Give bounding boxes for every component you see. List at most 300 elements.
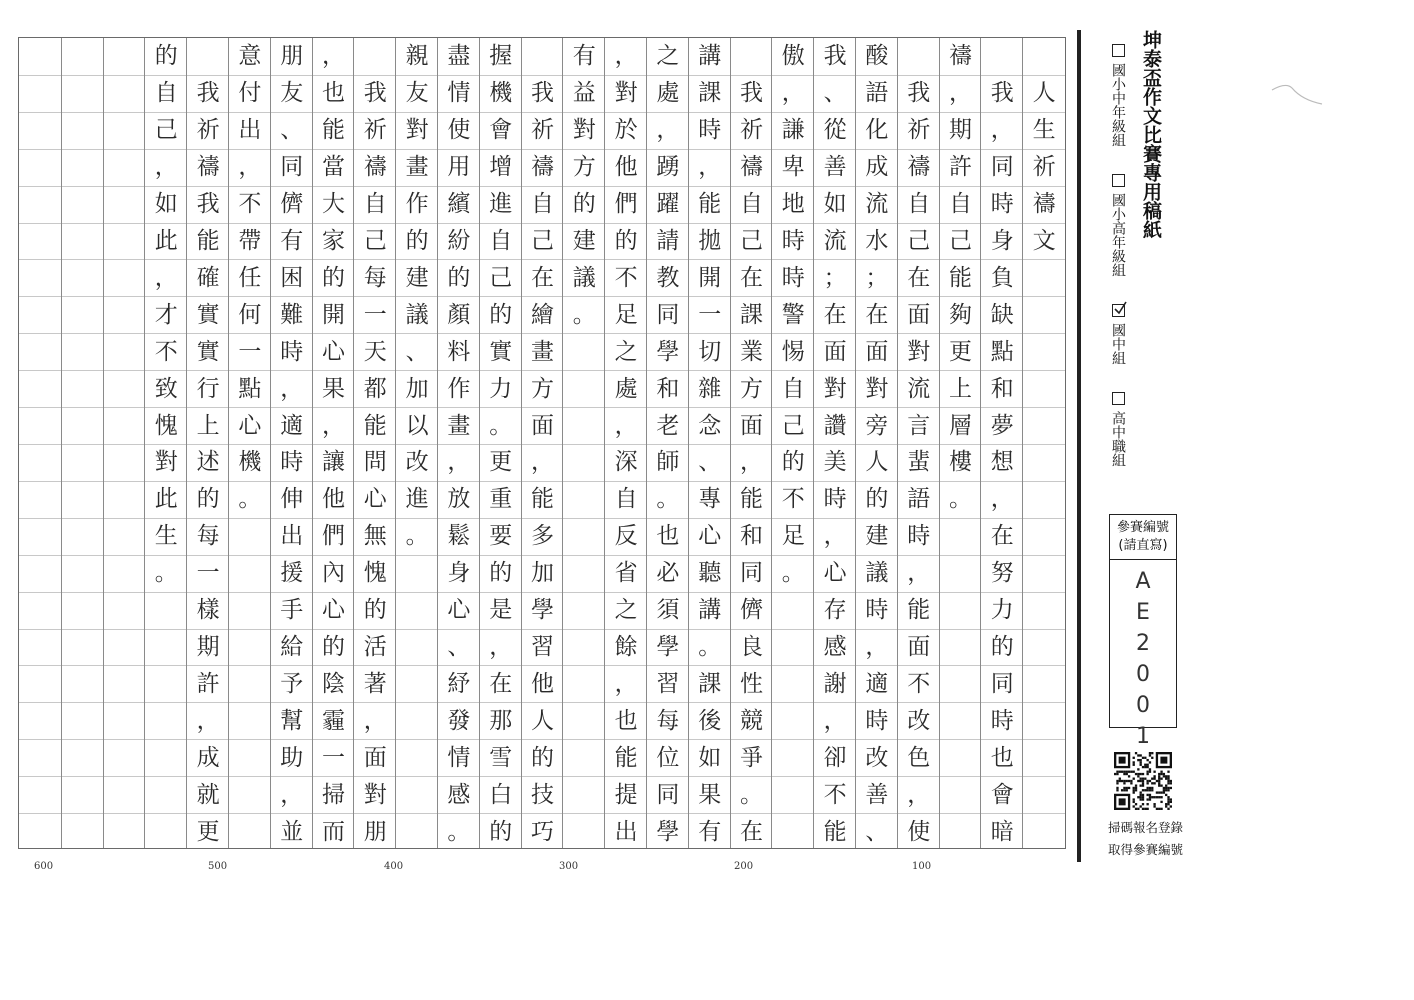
grid-cell: 自: [898, 186, 940, 223]
grid-cell: 謙: [772, 112, 814, 149]
grid-cell: [1023, 370, 1065, 407]
grid-cell: [104, 592, 146, 629]
grid-cell: 的: [354, 592, 396, 629]
grid-cell: 友: [271, 75, 313, 112]
grid-column: [939, 38, 982, 848]
grid-cell: [522, 38, 564, 75]
grid-cell: ，: [647, 112, 689, 149]
grid-cell: 良: [731, 629, 773, 666]
grid-cell: ，: [940, 75, 982, 112]
grid-cell: [563, 481, 605, 518]
grid-cell: [19, 592, 61, 629]
grid-cell: [104, 296, 146, 333]
grid-cell: 放: [438, 481, 480, 518]
grid-cell: 足: [772, 518, 814, 555]
grid-cell: 祈: [898, 112, 940, 149]
grid-cell: 改: [396, 444, 438, 481]
grid-cell: 面: [522, 407, 564, 444]
grid-cell: [145, 702, 187, 739]
grid-cell: 聽: [689, 555, 731, 592]
grid-cell: [62, 112, 104, 149]
grid-cell: ，: [814, 702, 856, 739]
grid-cell: 祈: [187, 112, 229, 149]
grid-cell: 善: [856, 776, 898, 813]
grid-cell: 心: [689, 518, 731, 555]
grid-cell: 述: [187, 444, 229, 481]
grid-cell: ，: [354, 702, 396, 739]
grid-cell: 成: [187, 739, 229, 776]
grid-cell: [19, 555, 61, 592]
grid-cell: ，: [981, 481, 1023, 518]
grid-cell: 時: [856, 702, 898, 739]
grid-cell: 負: [981, 259, 1023, 296]
grid-cell: [898, 38, 940, 75]
grid-cell: 也: [647, 518, 689, 555]
grid-cell: 更: [187, 813, 229, 850]
grid-cell: ，: [614, 42, 638, 69]
category-option-junior-primary[interactable]: [1108, 44, 1128, 147]
grid-cell: [19, 149, 61, 186]
grid-cell: 禱: [522, 149, 564, 186]
grid-cell: [104, 702, 146, 739]
grid-cell: 如: [689, 739, 731, 776]
grid-cell: 暗: [981, 813, 1023, 850]
grid-cell: 會: [981, 776, 1023, 813]
grid-cell: 助: [271, 739, 313, 776]
grid-cell: 我: [981, 75, 1023, 112]
entry-char: A: [1135, 569, 1151, 594]
grid-cell: 更: [480, 444, 522, 481]
grid-cell: ，: [731, 444, 773, 481]
grid-cell: 己: [354, 223, 396, 260]
scale-mark: 500: [208, 861, 228, 872]
grid-cell: 的: [856, 481, 898, 518]
grid-column: [730, 38, 773, 848]
category-option-senior-primary[interactable]: [1108, 174, 1128, 277]
grid-cell: 在: [522, 259, 564, 296]
grid-cell: 不: [605, 259, 647, 296]
grid-column: [228, 38, 271, 848]
grid-cell: [354, 38, 396, 75]
grid-cell: 旁: [856, 407, 898, 444]
grid-cell: 心: [814, 555, 856, 592]
grid-cell: 卻: [814, 739, 856, 776]
grid-cell: [396, 629, 438, 666]
grid-cell: 就: [187, 776, 229, 813]
grid-cell: 感: [438, 776, 480, 813]
grid-cell: 不: [898, 665, 940, 702]
grid-cell: 禱: [898, 149, 940, 186]
grid-cell: ，: [438, 444, 480, 481]
entry-char: E: [1136, 600, 1150, 625]
grid-cell: 實: [187, 296, 229, 333]
grid-cell: 一: [689, 296, 731, 333]
grid-cell: 友: [396, 75, 438, 112]
grid-cell: 時: [271, 444, 313, 481]
grid-cell: 同: [981, 149, 1023, 186]
grid-cell: 面: [856, 333, 898, 370]
grid-cell: ，: [321, 42, 345, 69]
grid-cell: 一: [229, 333, 271, 370]
grid-cell: [19, 518, 61, 555]
grid-cell: 議: [396, 296, 438, 333]
grid-cell: 方: [522, 370, 564, 407]
entry-char: 0: [1136, 693, 1150, 718]
grid-cell: [563, 407, 605, 444]
qr-code-icon[interactable]: [1114, 752, 1172, 810]
grid-cell: 後: [689, 702, 731, 739]
grid-cell: 此: [145, 223, 187, 260]
grid-cell: 能: [354, 407, 396, 444]
grid-cell: 己: [522, 223, 564, 260]
grid-column: [855, 38, 898, 848]
scale-mark: 600: [34, 861, 54, 872]
grid-cell: 期: [940, 112, 982, 149]
grid-cell: 在: [898, 259, 940, 296]
grid-cell: 也: [981, 739, 1023, 776]
grid-cell: [62, 444, 104, 481]
grid-cell: 改: [856, 739, 898, 776]
pen-stroke-icon: [1268, 82, 1328, 112]
grid-cell: 對: [605, 75, 647, 112]
grid-cell: 自: [731, 186, 773, 223]
grid-cell: 紛: [438, 223, 480, 260]
grid-cell: 餘: [605, 629, 647, 666]
grid-cell: ，: [689, 149, 731, 186]
grid-cell: 們: [605, 186, 647, 223]
grid-cell: 能: [313, 112, 355, 149]
grid-cell: 的: [563, 186, 605, 223]
grid-cell: [104, 444, 146, 481]
grid-cell: ，: [605, 665, 647, 702]
grid-cell: 一: [187, 555, 229, 592]
grid-cell: 情: [438, 75, 480, 112]
grid-cell: [396, 702, 438, 739]
grid-cell: [62, 38, 104, 75]
grid-cell: [104, 149, 146, 186]
grid-cell: 不: [814, 776, 856, 813]
grid-cell: 困: [271, 259, 313, 296]
grid-cell: [1023, 629, 1065, 666]
grid-cell: [1023, 444, 1065, 481]
grid-cell: 講: [689, 592, 731, 629]
grid-cell: 謝: [814, 665, 856, 702]
grid-cell: 位: [647, 739, 689, 776]
grid-cell: 給: [271, 629, 313, 666]
grid-cell: 夢: [981, 407, 1023, 444]
grid-cell: [1023, 296, 1065, 333]
grid-cell: 人: [522, 702, 564, 739]
grid-cell: 美: [814, 444, 856, 481]
grid-cell: 親: [405, 42, 429, 69]
grid-cell: 而: [313, 813, 355, 850]
grid-cell: 上: [940, 370, 982, 407]
grid-cell: 開: [689, 259, 731, 296]
grid-cell: 生: [145, 518, 187, 555]
category-option-junior-high[interactable]: [1108, 304, 1128, 365]
grid-cell: 並: [271, 813, 313, 850]
grid-cell: 出: [229, 112, 271, 149]
grid-column: [897, 38, 940, 848]
grid-cell: [104, 407, 146, 444]
grid-cell: ，: [856, 629, 898, 666]
grid-cell: 適: [856, 665, 898, 702]
grid-cell: 、: [689, 444, 731, 481]
grid-cell: [563, 629, 605, 666]
grid-cell: 從: [814, 112, 856, 149]
grid-cell: [772, 665, 814, 702]
grid-cell: [19, 75, 61, 112]
grid-cell: 對: [145, 444, 187, 481]
grid-cell: 惕: [772, 333, 814, 370]
grid-cell: 他: [605, 149, 647, 186]
grid-cell: 競: [731, 702, 773, 739]
grid-cell: 料: [438, 333, 480, 370]
grid-cell: [772, 813, 814, 850]
grid-cell: 才: [145, 296, 187, 333]
checkbox[interactable]: [1112, 174, 1125, 187]
scale-mark: 100: [912, 861, 932, 872]
grid-cell: [940, 813, 982, 850]
checkbox[interactable]: [1112, 44, 1125, 57]
grid-cell: 師: [647, 444, 689, 481]
grid-cell: [563, 444, 605, 481]
entry-number-label: 參賽編號 (請直寫): [1110, 515, 1176, 560]
grid-cell: 時: [772, 223, 814, 260]
grid-column: [437, 38, 480, 848]
grid-column: [312, 38, 355, 848]
grid-cell: [19, 370, 61, 407]
checkbox[interactable]: [1112, 392, 1125, 405]
grid-cell: [104, 629, 146, 666]
checkbox-checked[interactable]: [1112, 304, 1125, 317]
grid-cell: 致: [145, 370, 187, 407]
grid-cell: [104, 665, 146, 702]
grid-cell: 發: [438, 702, 480, 739]
grid-cell: 一: [313, 739, 355, 776]
grid-cell: 專: [689, 481, 731, 518]
grid-cell: 是: [480, 592, 522, 629]
category-option-senior-high[interactable]: [1108, 392, 1128, 467]
grid-cell: 不: [229, 186, 271, 223]
grid-cell: 如: [814, 186, 856, 223]
grid-cell: 我: [187, 75, 229, 112]
grid-cell: 有: [271, 223, 313, 260]
grid-cell: ；: [814, 259, 856, 296]
grid-cell: [396, 813, 438, 850]
grid-cell: [731, 38, 773, 75]
grid-cell: [940, 776, 982, 813]
grid-column: [144, 38, 187, 848]
grid-cell: 付: [229, 75, 271, 112]
grid-cell: 我: [187, 186, 229, 223]
grid-cell: 手: [271, 592, 313, 629]
grid-cell: 在: [856, 296, 898, 333]
grid-cell: 當: [313, 149, 355, 186]
grid-cell: [1023, 259, 1065, 296]
grid-cell: 我: [731, 75, 773, 112]
grid-cell: [19, 776, 61, 813]
grid-cell: 人: [1023, 75, 1065, 112]
grid-cell: 心: [229, 407, 271, 444]
grid-cell: 蜚: [898, 444, 940, 481]
grid-cell: 流: [856, 186, 898, 223]
grid-column: [646, 38, 689, 848]
grid-cell: [229, 555, 271, 592]
grid-cell: [104, 776, 146, 813]
grid-cell: 流: [898, 370, 940, 407]
grid-cell: 同: [731, 555, 773, 592]
grid-cell: [104, 370, 146, 407]
grid-cell: 能: [898, 592, 940, 629]
grid-cell: 使: [438, 112, 480, 149]
grid-cell: 對: [354, 776, 396, 813]
grid-cell: 紓: [438, 665, 480, 702]
scale-mark: 300: [559, 861, 579, 872]
grid-cell: 無: [354, 518, 396, 555]
grid-cell: 祈: [354, 112, 396, 149]
grid-cell: [62, 481, 104, 518]
grid-cell: 流: [814, 223, 856, 260]
grid-cell: 盡: [447, 42, 471, 69]
grid-column: [604, 38, 647, 848]
grid-cell: 和: [731, 518, 773, 555]
grid-cell: 、: [814, 75, 856, 112]
grid-column: [813, 38, 856, 848]
grid-cell: 增: [480, 149, 522, 186]
grid-cell: 善: [814, 149, 856, 186]
grid-cell: 掃: [313, 776, 355, 813]
grid-cell: 禱: [1023, 186, 1065, 223]
grid-cell: 的: [605, 223, 647, 260]
grid-cell: [563, 592, 605, 629]
grid-cell: 能: [940, 259, 982, 296]
grid-cell: 果: [689, 776, 731, 813]
grid-cell: 同: [981, 665, 1023, 702]
grid-cell: 、: [856, 813, 898, 850]
grid-cell: 自: [605, 481, 647, 518]
grid-cell: 學: [522, 592, 564, 629]
form-title: 坤泰盃作文比賽專用稿紙: [1140, 30, 1162, 239]
grid-cell: [62, 186, 104, 223]
grid-cell: [104, 75, 146, 112]
grid-cell: 果: [313, 370, 355, 407]
grid-cell: [19, 702, 61, 739]
grid-cell: [19, 296, 61, 333]
grid-column: [688, 38, 731, 848]
entry-char: 1: [1136, 724, 1150, 749]
grid-cell: [940, 518, 982, 555]
grid-cell: [19, 112, 61, 149]
grid-cell: 己: [731, 223, 773, 260]
grid-cell: 的: [480, 296, 522, 333]
grid-cell: [104, 38, 146, 75]
check-mark-icon: [1113, 301, 1127, 315]
grid-cell: 時: [814, 481, 856, 518]
grid-cell: 的: [187, 481, 229, 518]
grid-column: [521, 38, 564, 848]
grid-cell: 時: [856, 592, 898, 629]
grid-cell: [62, 296, 104, 333]
grid-cell: 對: [814, 370, 856, 407]
grid-cell: 一: [354, 296, 396, 333]
grid-cell: 多: [522, 518, 564, 555]
grid-cell: 改: [898, 702, 940, 739]
grid-cell: [62, 370, 104, 407]
entry-number-value[interactable]: [1110, 560, 1176, 752]
grid-cell: 力: [480, 370, 522, 407]
grid-cell: 傲: [781, 42, 805, 69]
grid-cell: 他: [522, 665, 564, 702]
grid-cell: 面: [814, 333, 856, 370]
grid-cell: 不: [772, 481, 814, 518]
grid-cell: 和: [647, 370, 689, 407]
grid-cell: 努: [981, 555, 1023, 592]
grid-cell: 在: [814, 296, 856, 333]
grid-cell: 己: [480, 259, 522, 296]
grid-cell: 家: [313, 223, 355, 260]
grid-cell: 色: [898, 739, 940, 776]
grid-cell: [396, 555, 438, 592]
grid-cell: 教: [647, 259, 689, 296]
grid-cell: 有: [689, 813, 731, 850]
grid-cell: 時: [981, 702, 1023, 739]
grid-cell: 請: [647, 223, 689, 260]
grid-cell: 我: [898, 75, 940, 112]
grid-cell: 朋: [280, 42, 304, 69]
grid-column: [353, 38, 396, 848]
grid-cell: 天: [354, 333, 396, 370]
grid-cell: 我: [354, 75, 396, 112]
grid-cell: 開: [313, 296, 355, 333]
grid-cell: 。: [731, 776, 773, 813]
grid-cell: [396, 665, 438, 702]
grid-cell: [772, 739, 814, 776]
grid-cell: [1023, 665, 1065, 702]
grid-cell: 作: [396, 186, 438, 223]
grid-cell: 樓: [940, 444, 982, 481]
option-label: 國小高年級組: [1110, 193, 1126, 277]
option-label: 國小中年級組: [1110, 63, 1126, 147]
grid-cell: 自: [480, 223, 522, 260]
option-label: 高中職組: [1110, 411, 1126, 467]
grid-cell: 著: [354, 665, 396, 702]
grid-cell: 握: [489, 42, 513, 69]
grid-cell: 之: [605, 333, 647, 370]
grid-cell: 進: [480, 186, 522, 223]
grid-cell: 心: [313, 592, 355, 629]
grid-cell: 時: [772, 259, 814, 296]
grid-cell: 己: [772, 407, 814, 444]
grid-cell: [563, 665, 605, 702]
grid-cell: 面: [354, 739, 396, 776]
grid-cell: 須: [647, 592, 689, 629]
grid-cell: [62, 592, 104, 629]
grid-cell: 課: [689, 665, 731, 702]
grid-cell: 感: [814, 629, 856, 666]
grid-cell: 他: [313, 481, 355, 518]
grid-cell: 雪: [480, 739, 522, 776]
grid-cell: [62, 813, 104, 850]
grid-cell: [1023, 776, 1065, 813]
grid-cell: [563, 370, 605, 407]
grid-cell: ，: [772, 75, 814, 112]
grid-cell: 的: [480, 555, 522, 592]
grid-cell: 在: [480, 665, 522, 702]
grid-cell: ，: [271, 776, 313, 813]
grid-cell: [104, 481, 146, 518]
grid-cell: 方: [731, 370, 773, 407]
